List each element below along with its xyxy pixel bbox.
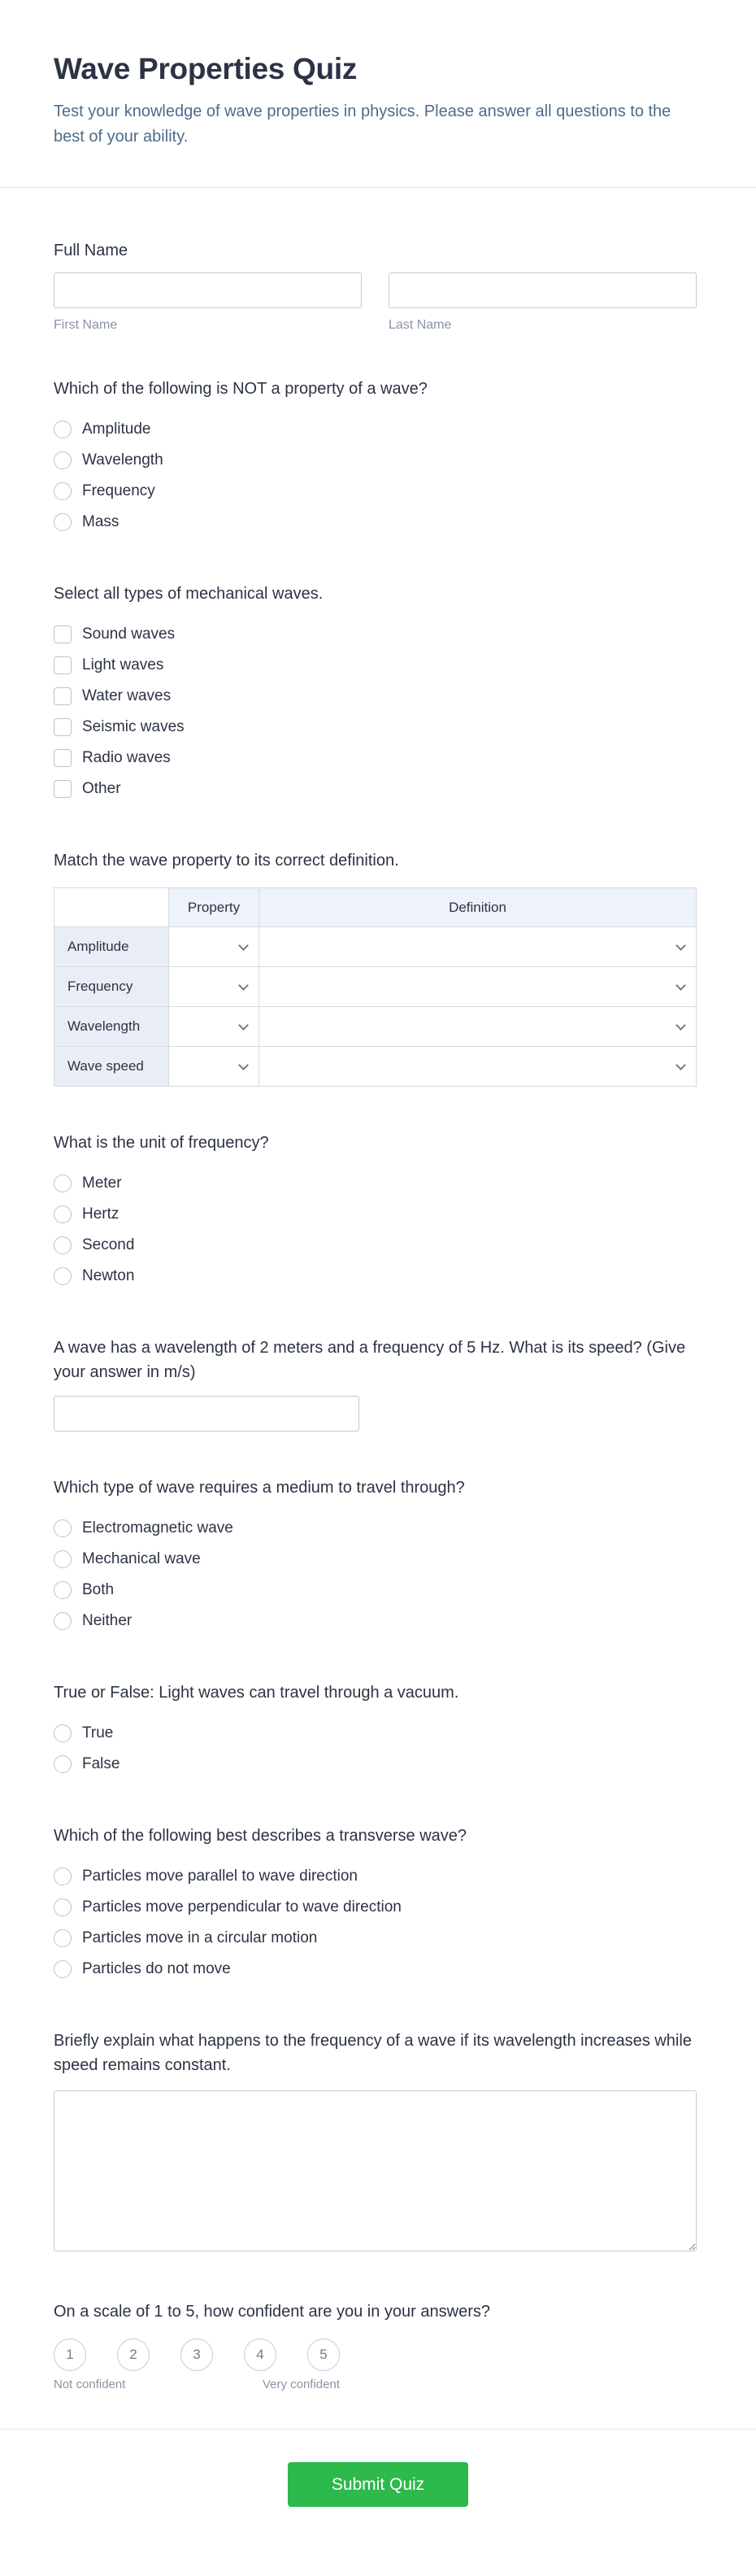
property-select[interactable] — [169, 1007, 259, 1046]
radio-option[interactable] — [54, 476, 697, 507]
question-mechanical-waves — [54, 582, 697, 804]
radio-circle-icon[interactable] — [54, 1960, 72, 1978]
row-label: Wavelength — [54, 1007, 169, 1047]
question-label: Match the wave property to its correct definition. — [54, 852, 399, 870]
radio-group — [54, 1861, 697, 1985]
radio-group — [54, 1168, 697, 1292]
radio-option-label: False — [82, 1755, 120, 1772]
radio-option[interactable] — [54, 1606, 697, 1637]
form-subtitle: Test your knowledge of wave properties in physics. Please answer all questions to the best of your ability. — [54, 102, 671, 146]
radio-option[interactable] — [54, 1544, 697, 1575]
chevron-down-icon — [676, 940, 686, 951]
radio-option-label: Both — [82, 1581, 115, 1598]
radio-option[interactable] — [54, 1199, 697, 1230]
checkbox-icon[interactable] — [54, 687, 72, 705]
checkbox-option-other[interactable] — [54, 774, 697, 804]
table-row — [54, 1047, 697, 1087]
radio-option[interactable] — [54, 1230, 697, 1261]
submit-section — [0, 2429, 756, 2576]
question-vacuum-true-false — [54, 1680, 697, 1780]
radio-option-label: Particles move in a circular motion — [82, 1929, 318, 1946]
last-name-input[interactable] — [389, 272, 697, 308]
radio-option-label: Newton — [82, 1267, 135, 1284]
definition-select[interactable] — [259, 1007, 696, 1046]
form-header — [0, 0, 756, 187]
chevron-down-icon — [238, 980, 249, 991]
page-title: Wave Properties Quiz — [54, 52, 358, 85]
question-label: Full Name — [54, 242, 128, 259]
radio-circle-icon[interactable] — [54, 482, 72, 500]
checkbox-icon[interactable] — [54, 656, 72, 674]
radio-option-label: Hertz — [82, 1205, 119, 1223]
question-not-property — [54, 377, 697, 538]
checkbox-icon[interactable] — [54, 780, 72, 798]
chevron-down-icon — [676, 1020, 686, 1031]
radio-option[interactable] — [54, 1892, 697, 1923]
radio-option[interactable] — [54, 1718, 697, 1749]
question-confidence-scale — [54, 2299, 697, 2391]
scale-option-1[interactable]: 1 — [54, 2338, 86, 2371]
radio-option[interactable] — [54, 1513, 697, 1544]
question-label: True or False: Light waves can travel through a vacuum. — [54, 1684, 459, 1702]
question-transverse-wave — [54, 1824, 697, 1985]
scale-max-label: Very confident — [262, 2378, 340, 2391]
radio-circle-icon[interactable] — [54, 1519, 72, 1537]
checkbox-option[interactable] — [54, 743, 697, 774]
radio-circle-icon[interactable] — [54, 1236, 72, 1254]
radio-option-label: Electromagnetic wave — [82, 1519, 233, 1536]
radio-option[interactable] — [54, 1168, 697, 1199]
radio-circle-icon[interactable] — [54, 1868, 72, 1885]
property-select[interactable] — [169, 1047, 259, 1086]
radio-option-label: Particles move parallel to wave direction — [82, 1868, 358, 1885]
matrix-corner-cell — [54, 888, 169, 927]
question-label: What is the unit of frequency? — [54, 1134, 269, 1152]
radio-circle-icon[interactable] — [54, 1205, 72, 1223]
scale-option-3[interactable]: 3 — [180, 2338, 213, 2371]
radio-circle-icon[interactable] — [54, 513, 72, 531]
row-label: Amplitude — [54, 927, 169, 967]
radio-option-label: Amplitude — [82, 421, 151, 438]
question-label: Which of the following best describes a transverse wave? — [54, 1827, 467, 1845]
definition-select-cell — [259, 967, 697, 1007]
scale-min-label: Not confident — [54, 2378, 126, 2391]
last-name-column — [389, 272, 697, 333]
radio-option[interactable] — [54, 507, 697, 538]
question-wave-speed — [54, 1336, 697, 1432]
checkbox-option[interactable] — [54, 681, 697, 712]
checkbox-option-label: Radio waves — [82, 749, 171, 766]
checkbox-option-label: Water waves — [82, 687, 172, 704]
checkbox-option-label: Seismic waves — [82, 718, 185, 735]
definition-select-cell — [259, 927, 697, 967]
table-header-row — [54, 888, 697, 927]
definition-select[interactable] — [259, 967, 696, 1006]
checkbox-option[interactable] — [54, 650, 697, 681]
property-select-cell — [169, 967, 259, 1007]
table-row — [54, 927, 697, 967]
row-label: Wave speed — [54, 1047, 169, 1087]
scale-option-4[interactable]: 4 — [244, 2338, 276, 2371]
definition-select[interactable] — [259, 927, 696, 966]
scale-endpoint-labels — [54, 2378, 340, 2391]
checkbox-icon[interactable] — [54, 625, 72, 643]
property-select-cell — [169, 1047, 259, 1087]
radio-option-label: Meter — [82, 1175, 122, 1192]
radio-circle-icon[interactable] — [54, 1267, 72, 1285]
checkbox-option-label: Sound waves — [82, 625, 176, 643]
table-row — [54, 1007, 697, 1047]
checkbox-option-label: Other — [82, 780, 121, 797]
chevron-down-icon — [676, 980, 686, 991]
speed-answer-input[interactable] — [54, 1396, 359, 1432]
question-explain-frequency — [54, 2029, 697, 2256]
radio-circle-icon[interactable] — [54, 1612, 72, 1630]
radio-option-label: Particles move perpendicular to wave direction — [82, 1898, 402, 1916]
definition-select-cell — [259, 1007, 697, 1047]
form-body — [0, 188, 756, 2429]
property-select[interactable] — [169, 927, 259, 966]
radio-option[interactable] — [54, 1861, 697, 1892]
submit-button[interactable]: Submit Quiz — [288, 2462, 468, 2507]
question-frequency-unit — [54, 1131, 697, 1292]
radio-circle-icon[interactable] — [54, 421, 72, 438]
radio-circle-icon[interactable] — [54, 1724, 72, 1742]
radio-option-label: Second — [82, 1236, 135, 1253]
name-fields-row — [54, 272, 697, 333]
radio-option-label: True — [82, 1724, 114, 1741]
explanation-textarea[interactable] — [54, 2090, 697, 2251]
radio-circle-icon[interactable] — [54, 1581, 72, 1599]
first-name-column — [54, 272, 362, 333]
radio-option-label: Neither — [82, 1612, 133, 1629]
property-select-cell — [169, 1007, 259, 1047]
checkbox-option[interactable] — [54, 712, 697, 743]
radio-circle-icon[interactable] — [54, 451, 72, 469]
chevron-down-icon — [238, 1060, 249, 1070]
checkbox-option-label: Light waves — [82, 656, 164, 673]
first-name-sublabel: First Name — [54, 318, 118, 332]
radio-option[interactable] — [54, 414, 697, 445]
first-name-input[interactable] — [54, 272, 362, 308]
radio-option-label: Particles do not move — [82, 1960, 231, 1977]
question-label: Briefly explain what happens to the frequency of a wave if its wavelength increases while speed remains constant. — [54, 2032, 692, 2074]
chevron-down-icon — [238, 1020, 249, 1031]
question-label: Which of the following is NOT a property of a wave? — [54, 380, 428, 398]
radio-option-label: Mass — [82, 513, 119, 530]
radio-circle-icon[interactable] — [54, 1175, 72, 1192]
checkbox-icon[interactable] — [54, 718, 72, 736]
question-label: A wave has a wavelength of 2 meters and a frequency of 5 Hz. What is its speed? (Give your answer in m/s) — [54, 1339, 686, 1381]
radio-option[interactable] — [54, 1923, 697, 1954]
question-full-name — [54, 238, 697, 333]
radio-option-label: Wavelength — [82, 451, 163, 469]
radio-option[interactable] — [54, 445, 697, 476]
scale-option-2[interactable]: 2 — [117, 2338, 150, 2371]
radio-circle-icon[interactable] — [54, 1929, 72, 1947]
radio-option[interactable] — [54, 1261, 697, 1292]
property-select[interactable] — [169, 967, 259, 1006]
question-label: Which type of wave requires a medium to travel through? — [54, 1479, 465, 1497]
table-row — [54, 967, 697, 1007]
column-header-property: Property — [169, 888, 259, 927]
radio-group — [54, 414, 697, 538]
last-name-sublabel: Last Name — [389, 318, 452, 332]
question-label: On a scale of 1 to 5, how confident are you in your answers? — [54, 2303, 490, 2321]
row-label: Frequency — [54, 967, 169, 1007]
property-select-cell — [169, 927, 259, 967]
checkbox-group — [54, 619, 697, 804]
radio-circle-icon[interactable] — [54, 1755, 72, 1773]
matching-table — [54, 887, 697, 1087]
question-matching-table — [54, 848, 697, 1087]
definition-select[interactable] — [259, 1047, 696, 1086]
radio-option[interactable] — [54, 1954, 697, 1985]
scale-option-5[interactable]: 5 — [307, 2338, 340, 2371]
question-medium — [54, 1475, 697, 1637]
definition-select-cell — [259, 1047, 697, 1087]
column-header-definition: Definition — [259, 888, 697, 927]
checkbox-option[interactable] — [54, 619, 697, 650]
question-label: Select all types of mechanical waves. — [54, 585, 324, 603]
radio-option-label: Frequency — [82, 482, 155, 499]
radio-group — [54, 1513, 697, 1637]
chevron-down-icon — [676, 1060, 686, 1070]
radio-circle-icon[interactable] — [54, 1550, 72, 1568]
radio-group — [54, 1718, 697, 1780]
scale-options — [54, 2338, 340, 2371]
radio-circle-icon[interactable] — [54, 1898, 72, 1916]
checkbox-icon[interactable] — [54, 749, 72, 767]
radio-option[interactable] — [54, 1575, 697, 1606]
radio-option-label: Mechanical wave — [82, 1550, 201, 1567]
radio-option[interactable] — [54, 1749, 697, 1780]
chevron-down-icon — [238, 940, 249, 951]
